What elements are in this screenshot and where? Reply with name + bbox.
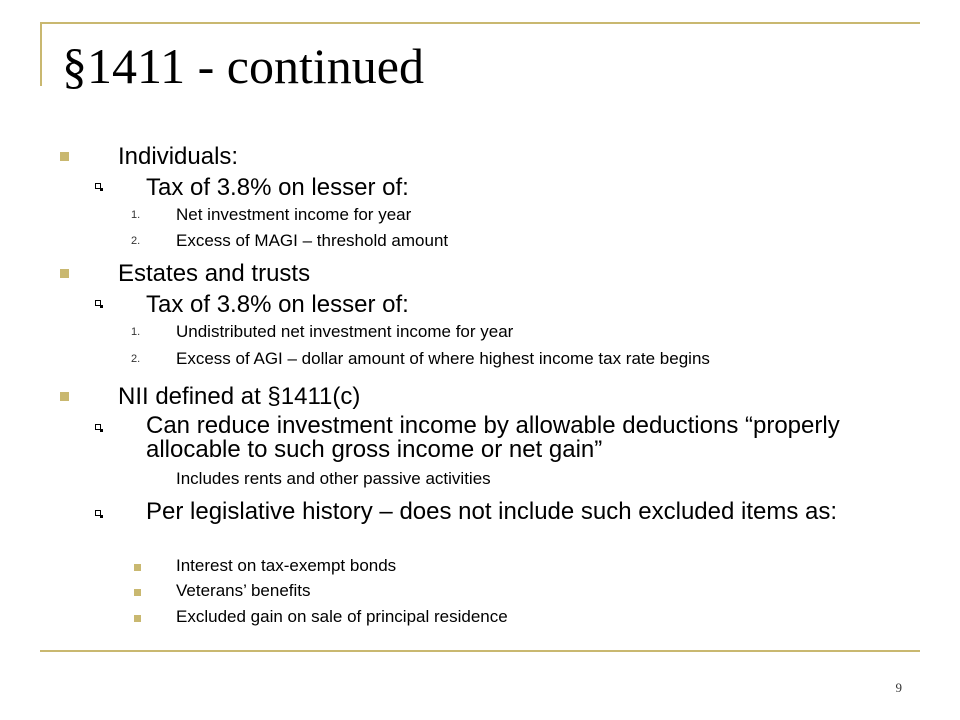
bullet-square-icon	[134, 564, 141, 571]
bullet-square-icon	[60, 152, 69, 161]
top-rule	[40, 22, 920, 24]
list-item: Veterans’ benefits	[176, 581, 311, 600]
list-item: Excluded gain on sale of principal residence	[176, 607, 508, 626]
list-marker: 1.	[131, 209, 141, 221]
list-item: Undistributed net investment income for year	[176, 322, 514, 341]
page-number: 9	[895, 680, 902, 695]
sub-bullet-individuals-tax: Tax of 3.8% on lesser of:	[146, 174, 409, 201]
bullet-nii: NII defined at §1411(c)	[118, 383, 361, 410]
list-marker: 2.	[131, 353, 141, 365]
bullet-square-icon	[60, 392, 69, 401]
list-item: Excess of AGI – dollar amount of where highest income tax rate begins	[176, 349, 710, 368]
bullet-square-icon	[134, 615, 141, 622]
list-item: Excess of MAGI – threshold amount	[176, 231, 449, 250]
left-rule	[40, 22, 42, 86]
sub-bullet-estates-tax: Tax of 3.8% on lesser of:	[146, 291, 409, 318]
sub-bullet-nii-legislative: Per legislative history – does not include such excluded items as:	[146, 498, 838, 525]
bullet-individuals: Individuals:	[118, 143, 239, 170]
bullet-hollow-square-icon	[95, 510, 101, 516]
list-marker: 2.	[131, 235, 141, 247]
bullet-square-icon	[134, 589, 141, 596]
bottom-rule	[40, 650, 920, 652]
list-item: Interest on tax-exempt bonds	[176, 556, 397, 575]
slide-title: §1411 - continued	[62, 38, 424, 94]
sub-bullet-nii-deductions: Can reduce investment income by allowable deductions “properly allocable to such gross income or net gain”	[146, 412, 840, 463]
bullet-square-icon	[60, 269, 69, 278]
bullet-estates: Estates and trusts	[118, 260, 311, 287]
bullet-hollow-square-icon	[95, 300, 101, 306]
sub-note-rents: Includes rents and other passive activities	[176, 469, 491, 488]
list-item: Net investment income for year	[176, 205, 412, 224]
bullet-hollow-square-icon	[95, 424, 101, 430]
bullet-hollow-square-icon	[95, 183, 101, 189]
list-marker: 1.	[131, 326, 141, 338]
